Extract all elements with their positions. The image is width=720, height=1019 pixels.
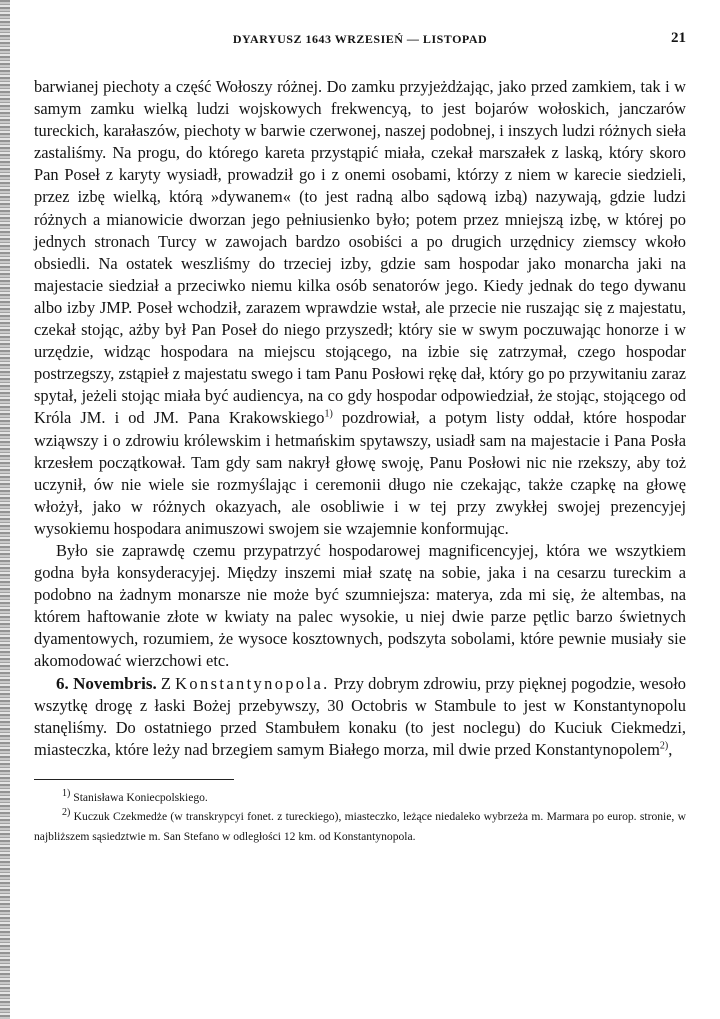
paragraph-3-text: Przy dobrym zdrowiu, przy pięknej pogodzie, wesoło wszytkę drogę z łaski Bożej przebywszy, 30 Octobris w Stambule to jest w Konstantynopolu stanęliśmy. Do ostatniego przed Stambułem konaku (to jest noclegu) do Kuciuk Ciekmedzi, miasteczka, które leży nad brzegiem samym Białego morza, mil dwie przed Konstantynopolem bbox=[34, 673, 686, 759]
footnote-ref-2: 2) bbox=[659, 740, 669, 752]
footnote-2 bbox=[34, 807, 686, 846]
paragraph-3 bbox=[34, 673, 686, 761]
footnote-1 bbox=[34, 788, 686, 807]
paragraph-3-lead: Z bbox=[156, 673, 176, 693]
paragraph-1 bbox=[34, 76, 686, 540]
main-text bbox=[34, 76, 686, 761]
paragraph-3-end: , bbox=[668, 739, 673, 759]
running-title: DYARYUSZ 1643 WRZESIEŃ — LISTOPAD bbox=[232, 32, 488, 46]
paragraph-2: Było sie zaprawdę czemu przypatrzyć hospodarowej magnificencyjej, która we wszytkiem godna była konsyderacyjej. Między inszemi miał szatę na sobie, jaka i na cesarzu tureckim a podobno na żadnym monarsze nie może być szumniejsza: materya, zda mi się, że altembas, na którem haftowanie złote w kwiaty na palec wysokie, u niej dwie parze pętlic barzo świetnych dyamentowych, rozumiem, że wysoce kosztownych, podszyta sobolami, które pewnie musiały sie akomodować wierzchowi etc. bbox=[34, 540, 686, 671]
page-number: 21 bbox=[671, 30, 686, 46]
paragraph-1-continuation: pozdrowiał, a potym listy oddał, które hospodar wziąwszy i o zdrowiu królewskim i hetmańskim spytawszy, usiadł sam na majestacie i Pana Posła krzesłem początkował. Tam gdy sam nakrył głowę swoję, Panu Posłowi nic nie rzekszy, aby toż uczynił, ów nie wiele sie rozmyślając i ceremonii długo nie czekając, także czapkę na głowę włożył, jako w różnych okazyach, ale osobliwie i w tej przy zwykłej swojej prezencyjej wysokiemu hospodara animuszowi swojem sie wzajemnie konformując. bbox=[34, 408, 686, 538]
footnote-2-mark: 2) bbox=[62, 807, 71, 819]
scan-binding-edge bbox=[0, 0, 10, 1019]
footnote-1-text: Stanisława Koniecpolskiego. bbox=[70, 790, 208, 804]
footnote-1-mark: 1) bbox=[62, 788, 71, 800]
footnotes bbox=[34, 788, 686, 846]
footnote-divider bbox=[34, 779, 234, 780]
footnote-2-text: Kuczuk Czekmedże (w transkrypcyi fonet. z tureckiego), miasteczko, leżące niedaleko wybrzeża m. Marmara po europ. stronie, w najbliższem sąsiedztwie m. San Stefano w odległości 12 km. od Konstantynopola. bbox=[34, 810, 686, 843]
page-header bbox=[34, 30, 686, 56]
entry-date: 6. Novembris. bbox=[56, 673, 157, 693]
footnote-ref-1: 1) bbox=[324, 408, 333, 420]
paragraph-1-text: barwianej piechoty a część Wołoszy różnej. Do zamku przyjeżdżając, jako przed zamkiem, tak i w samym zamku wielką ludzi wojskowych frekwencyą, to jest bojarów wołoskich, janczarów tureckich, karałaszów, piechoty w barwie czerwonej, naszej podobnej, i inszych ludzi różnych sieła zastaliśmy. Na progu, do którego kareta przystąpić miała, czekał marszałek z laską, który skoro Pan Poseł z karyty wysiadł, prowadził go i z onemi osobami, którzy z niem w karecie siedzieli, przez izbę wielką, którą »dywanem« (to jest radną albo sądową izbą) nazywają, gdzie ludzi różnych a mianowicie dworzan jego pełniusienko było; potem przez mniejszą izbę, w której po jednych stronach Turcy w zawojach bardzo osobiści a po drugich urzędnicy ziemscy wkoło obsiedli. Na ostatek weszliśmy do trzeciej izby, gdzie sam hospodar jako monarcha jaki na majestacie siedział a przeciwko niemu kilka osób senatorów jego. Kiedy jednak do tego dywanu albo izby JMP. Poseł wchodził, zarazem wprawdzie wstał, ale przecie nie ruszając się z majestatu, czekał stojąc, ażby był Pan Poseł do niego przyszedł; który sie w swym poczuwając honorze i w urzędzie, widząc hospodara na miejscu stojącego, na izbie się zatrzymał, czego hospodar postrzegszy, zstąpieł z majestatu swego i tam Panu Posłowi rękę dał, który go po przywitaniu zaraz spytał, jeżeli stojąc miała być audiencya, na co gdy hospodar odpowiedział, że stojąc, stojącego od Króla JM. i od JM. Pana Krakowskiego bbox=[34, 77, 686, 428]
book-page bbox=[34, 30, 686, 846]
entry-place: Konstantynopola. bbox=[175, 673, 330, 693]
